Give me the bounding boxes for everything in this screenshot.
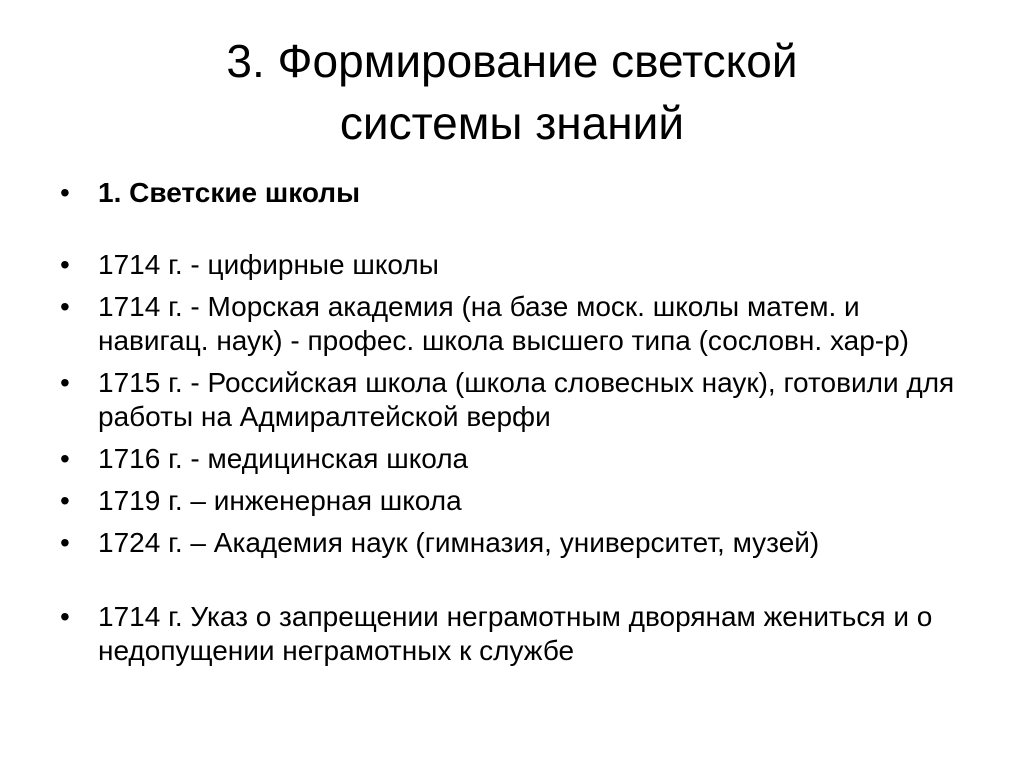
bullet-text: 1714 г. - Морская академия (на базе моск. школы матем. и навигац. наук) - профес. школа высшего типа (сословн. хар-р): [98, 291, 909, 356]
slide-title-line-1: 3. Формирование светской: [226, 35, 798, 87]
bullet-dot: •: [60, 443, 70, 474]
bullet-dot: •: [60, 601, 70, 632]
bullet-text: 1714 г. - цифирные школы: [98, 249, 439, 280]
bullet-text: 1724 г. – Академия наук (гимназия, университет, музей): [98, 527, 820, 558]
bullet-dot: •: [60, 249, 70, 280]
bullet-item-1714-naval-academy: [60, 290, 960, 358]
bullet-text: 1. Светские школы: [98, 177, 360, 208]
bullet-text: 1716 г. - медицинская школа: [98, 443, 469, 474]
slide-title-line-2: системы знаний: [339, 97, 685, 149]
bullet-item-1716-medical-school: [60, 442, 960, 476]
bullet-text: 1714 г. Указ о запрещении неграмотным дворянам жениться и о недопущении неграмотных к службе: [98, 601, 933, 666]
bullet-text: 1715 г. - Российская школа (школа словесных наук), готовили для работы на Адмиралтейской верфи: [98, 367, 955, 432]
bullet-dot: •: [60, 177, 70, 208]
bullet-text: 1719 г. – инженерная школа: [98, 485, 462, 516]
bullet-item-1724-academy-of-sciences: [60, 526, 960, 560]
bullet-item-secular-schools-heading: [60, 176, 960, 210]
bullet-list: [60, 176, 960, 676]
bullet-dot: •: [60, 291, 70, 322]
bullet-item-1714-cipher-schools: [60, 248, 960, 282]
bullet-dot: •: [60, 527, 70, 558]
bullet-item-1719-engineering-school: [60, 484, 960, 518]
bullet-dot: •: [60, 367, 70, 398]
bullet-item-1714-decree: [60, 600, 960, 668]
slide-title: [40, 30, 984, 154]
bullet-dot: •: [60, 485, 70, 516]
bullet-item-1715-russian-school: [60, 366, 960, 434]
